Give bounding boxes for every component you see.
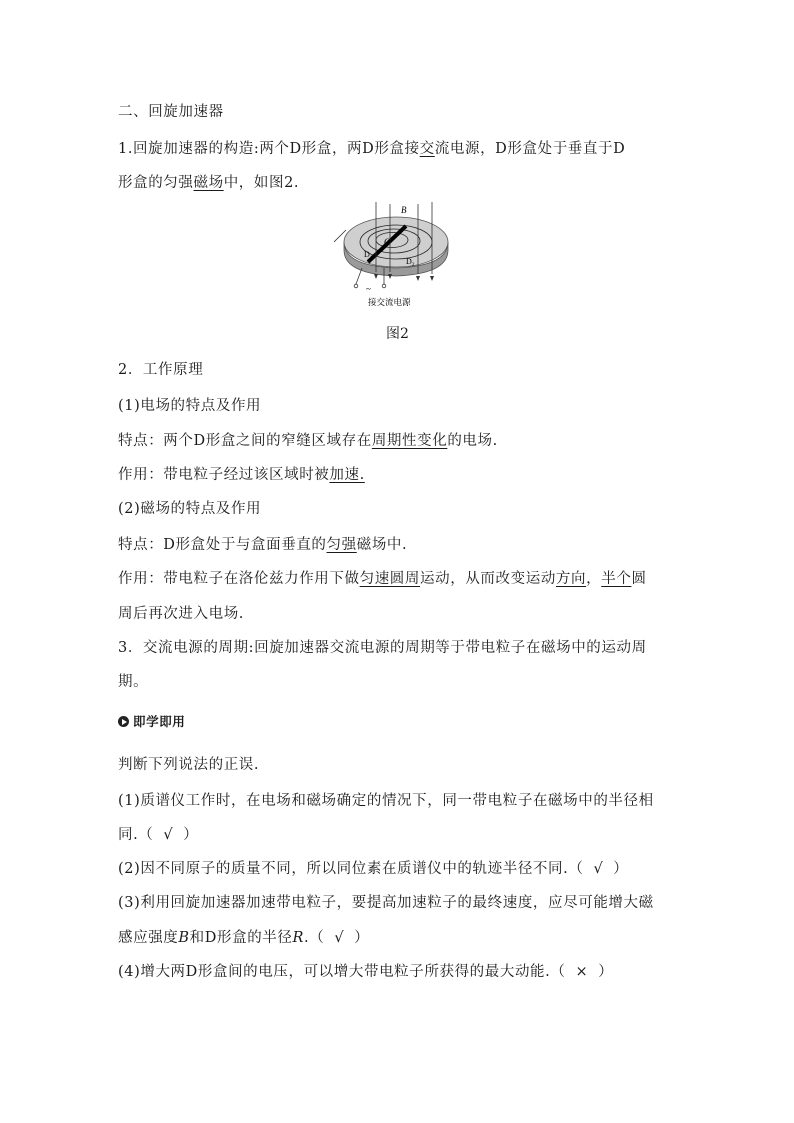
text: 作用：带电粒子在洛伦兹力作用下做: [118, 571, 360, 587]
underlined-text: 匀强: [326, 537, 357, 553]
field-arrow: [388, 274, 392, 279]
field-arrow: [374, 274, 378, 279]
label-o: O: [384, 237, 391, 247]
section-title: 二、回旋加速器: [118, 104, 224, 120]
cyclotron-figure: [334, 202, 458, 310]
text: ，: [586, 571, 602, 587]
text: ）: [183, 827, 199, 843]
text: 中，如图2.: [223, 175, 300, 191]
text: 形盒的匀强: [118, 175, 194, 191]
text: 运动，从而改变运动: [420, 571, 556, 587]
text: .（: [304, 930, 325, 946]
text: 特点：两个D形盒之间的窄缝区域存在: [118, 433, 372, 449]
underlined-text: 磁场: [193, 175, 224, 191]
efield-effect: [118, 463, 365, 484]
label-d2-sub: 2: [411, 262, 415, 268]
lead-wire: [356, 268, 362, 284]
check-mark: √: [593, 861, 604, 877]
text: (4)增大两D形盒间的电压，可以增大带电粒子所获得的最大动能.（: [118, 964, 566, 980]
variable-r: R: [292, 930, 305, 946]
text: ）: [354, 930, 370, 946]
bfield-effect-line-2: 周后再次进入电场.: [118, 606, 245, 622]
underlined-text: 半个: [601, 571, 632, 587]
bfield-heading: (2)磁场的特点及作用: [118, 501, 262, 517]
field-arrow: [416, 276, 420, 281]
play-circle-icon: [118, 716, 129, 727]
item-1-line-1: (1)质谱仪工作时，在电场和磁场确定的情况下，同一带电粒子在磁场中的半径相: [118, 793, 654, 809]
underlined-text: 交: [419, 141, 435, 157]
paragraph-1-line-1: [118, 137, 625, 158]
variable-b: B: [178, 930, 190, 946]
item-3-line-2: [118, 926, 369, 947]
text: 的电场.: [447, 433, 498, 449]
text: 同.（: [118, 827, 154, 843]
section-3-line-1: 3．交流电源的周期:回旋加速器交流电源的周期等于带电粒子在磁场中的运动周: [118, 640, 647, 656]
text: 圆: [631, 571, 647, 587]
field-arrow: [430, 276, 434, 281]
section-3-line-2: 期。: [118, 674, 149, 690]
label-b: B: [401, 205, 407, 215]
text: 1.回旋加速器的构造:两个D形盒，两D形盒接: [118, 141, 420, 157]
check-mark: √: [163, 827, 174, 843]
text: 感应强度: [118, 930, 179, 946]
text: 特点：D形盒处于与盒面垂直的: [118, 537, 327, 553]
underlined-text: 加速.: [329, 467, 365, 483]
label-d1-sub: 1: [369, 255, 373, 261]
text: ）: [598, 964, 614, 980]
text: 磁场中.: [356, 537, 408, 553]
paragraph-1-line-2: [118, 171, 299, 192]
item-1-line-2: [118, 823, 198, 844]
terminal: [354, 284, 358, 288]
bfield-effect: [118, 567, 647, 588]
text: (2)因不同原子的质量不同，所以同位素在质谱仪中的轨迹半径不同.（: [118, 861, 584, 877]
quick-practice-label: [118, 712, 185, 730]
text: 流电源，D形盒处于垂直于D: [434, 141, 626, 157]
efield-heading: (1)电场的特点及作用: [118, 398, 262, 414]
terminal: [382, 284, 386, 288]
underlined-text: 匀速圆周: [359, 571, 421, 587]
check-mark: √: [334, 930, 345, 946]
underlined-text: 周期性变化: [371, 433, 448, 449]
underlined-text: 方向: [555, 571, 587, 587]
text: ）: [613, 861, 629, 877]
label-d2-main: D: [406, 257, 412, 266]
cross-mark: ×: [575, 964, 589, 980]
item-4: [118, 960, 613, 981]
label-tilde: ~: [366, 284, 371, 294]
label-d1-main: D: [364, 250, 370, 259]
section-2-title: 2．工作原理: [118, 362, 204, 378]
item-2: [118, 857, 628, 878]
text: 和D形盒的半径: [189, 930, 293, 946]
text: 作用：带电粒子经过该区域时被: [118, 467, 330, 483]
bfield-feature: [118, 533, 407, 554]
judge-intro: 判断下列说法的正误.: [118, 757, 260, 773]
item-3-line-1: (3)利用回旋加速器加速带电粒子，要提高加速粒子的最终速度，应尽可能增大磁: [118, 895, 654, 911]
label-source: 接交流电源: [368, 298, 411, 308]
efield-feature: [118, 429, 498, 450]
figure-caption: 图2: [386, 326, 409, 342]
text: 即学即用: [133, 714, 186, 729]
